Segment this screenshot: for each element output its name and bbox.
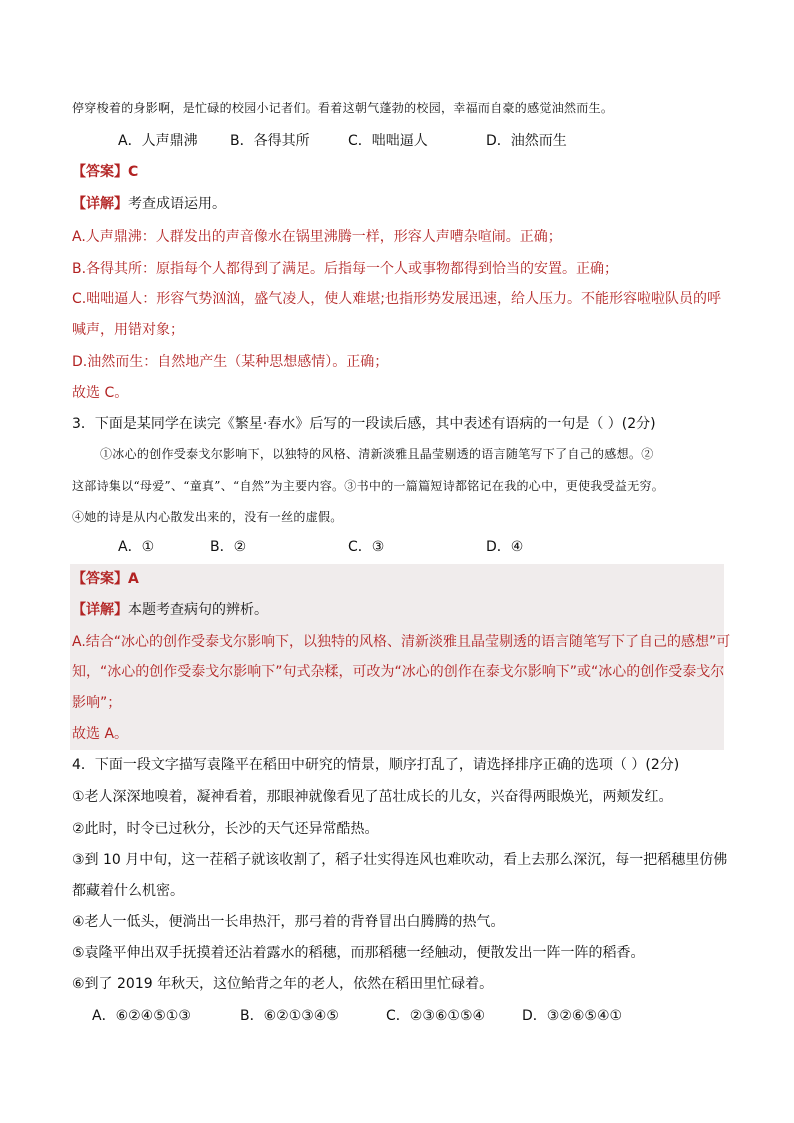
q4-sentence-5: ⑤袁隆平伸出双手抚摸着还沾着露水的稻穗，而那稻穗一经触动，便散发出一阵一阵的稻香。 xyxy=(72,945,645,961)
answer-tag: 【答案】 xyxy=(72,571,128,587)
q3-passage-line-1: ①冰心的创作受泰戈尔影响下，以独特的风格、清新淡雅且晶莹剔透的语言随笔写下了自己的感想。② xyxy=(100,447,654,461)
detail-tag: 【详解】 xyxy=(72,196,128,212)
q4-sentence-6: ⑥到了 2019 年秋天，这位鲐背之年的老人，依然在稻田里忙碌着。 xyxy=(72,976,494,992)
q3-explanation-line-3: 影响”； xyxy=(72,695,122,711)
q3-passage-line-2: 这部诗集以“母爱”、“童真”、“自然”为主要内容。③书中的一篇篇短诗都铭记在我的心中，更使我受益无穷。 xyxy=(72,479,665,493)
q3-stem: 3．下面是某同学在读完《繁星·春水》后写的一段读后感，其中表述有语病的一句是（ ）(2分) xyxy=(72,416,656,432)
q2-stem-tail: 停穿梭着的身影啊，是忙碌的校园小记者们。看着这朝气蓬勃的校园，幸福而自豪的感觉油然而生。 xyxy=(72,101,614,115)
q2-conclusion: 故选 C。 xyxy=(72,385,129,401)
q2-detail xyxy=(72,194,226,214)
q2-explanation-a: A.人声鼎沸：人群发出的声音像水在锅里沸腾一样，形容人声嘈杂喧闹。正确； xyxy=(72,229,562,245)
q2-explanation-c-cont: 喊声，用错对象； xyxy=(72,322,184,338)
q3-answer-block-background xyxy=(70,564,724,750)
q4-sentence-1: ①老人深深地嗅着，凝神看着，那眼神就像看见了茁壮成长的儿女，兴奋得两眼焕光，两颊发红。 xyxy=(72,789,673,805)
detail-text: 考查成语运用。 xyxy=(128,196,226,212)
q4-sentence-2: ②此时，时令已过秋分，长沙的天气还异常酷热。 xyxy=(72,821,379,837)
q3-option-b: B．② xyxy=(210,539,247,555)
q2-answer xyxy=(72,162,138,182)
q2-option-c: C．咄咄逼人 xyxy=(348,133,428,149)
q4-option-a: A．⑥②④⑤①③ xyxy=(92,1008,191,1024)
q3-passage-line-3: ④她的诗是从内心散发出来的，没有一丝的虚假。 xyxy=(72,510,343,524)
q4-option-b: B．⑥②①③④⑤ xyxy=(240,1008,339,1024)
q4-stem: 4．下面一段文字描写袁隆平在稻田中研究的情景，顺序打乱了，请选择排序正确的选项（ ）(2分) xyxy=(72,757,680,773)
q4-option-c: C．②③⑥①⑤④ xyxy=(386,1008,486,1024)
q3-explanation-line-1: A.结合“冰心的创作受泰戈尔影响下，以独特的风格、清新淡雅且晶莹剔透的语言随笔写下了自己的感想”可 xyxy=(72,634,731,650)
q2-option-d: D．油然而生 xyxy=(486,133,567,149)
answer-tag: 【答案】 xyxy=(72,164,128,180)
q3-detail xyxy=(72,600,268,620)
q3-explanation-line-2: 知，“冰心的创作受泰戈尔影响下”句式杂糅，可改为“冰心的创作在泰戈尔影响下”或“冰心的创作受泰戈尔 xyxy=(72,664,725,680)
detail-tag: 【详解】 xyxy=(72,602,128,618)
q4-option-d: D．③②⑥⑤④① xyxy=(522,1008,623,1024)
q2-option-a: A．人声鼎沸 xyxy=(118,133,198,149)
q2-explanation-d: D.油然而生：自然地产生（某种思想感情）。正确； xyxy=(72,354,389,370)
q2-explanation-b: B.各得其所：原指每个人都得到了满足。后指每一个人或事物都得到恰当的安置。正确； xyxy=(72,261,619,277)
answer-value: C xyxy=(128,164,139,180)
answer-value: A xyxy=(128,571,139,587)
q3-conclusion: 故选 A。 xyxy=(72,726,129,742)
q3-answer xyxy=(72,569,139,589)
q2-option-b: B．各得其所 xyxy=(230,133,310,149)
q4-sentence-4: ④老人一低头，便淌出一长串热汗，那弓着的背脊冒出白腾腾的热气。 xyxy=(72,914,505,930)
q2-explanation-c: C.咄咄逼人：形容气势汹汹，盛气凌人，使人难堪;也指形势发展迅速，给人压力。不能形容啦啦队员的呼 xyxy=(72,291,721,307)
q3-option-a: A．① xyxy=(118,539,155,555)
q3-option-d: D．④ xyxy=(486,539,524,555)
q4-sentence-3-cont: 都藏着什么机密。 xyxy=(72,883,184,899)
detail-text: 本题考查病句的辨析。 xyxy=(128,602,268,618)
q4-sentence-3: ③到 10 月中旬，这一茬稻子就该收割了，稻子壮实得连风也难吹动，看上去那么深沉，每一把稻穗里仿佛 xyxy=(72,852,728,868)
q3-option-c: C．③ xyxy=(348,539,385,555)
